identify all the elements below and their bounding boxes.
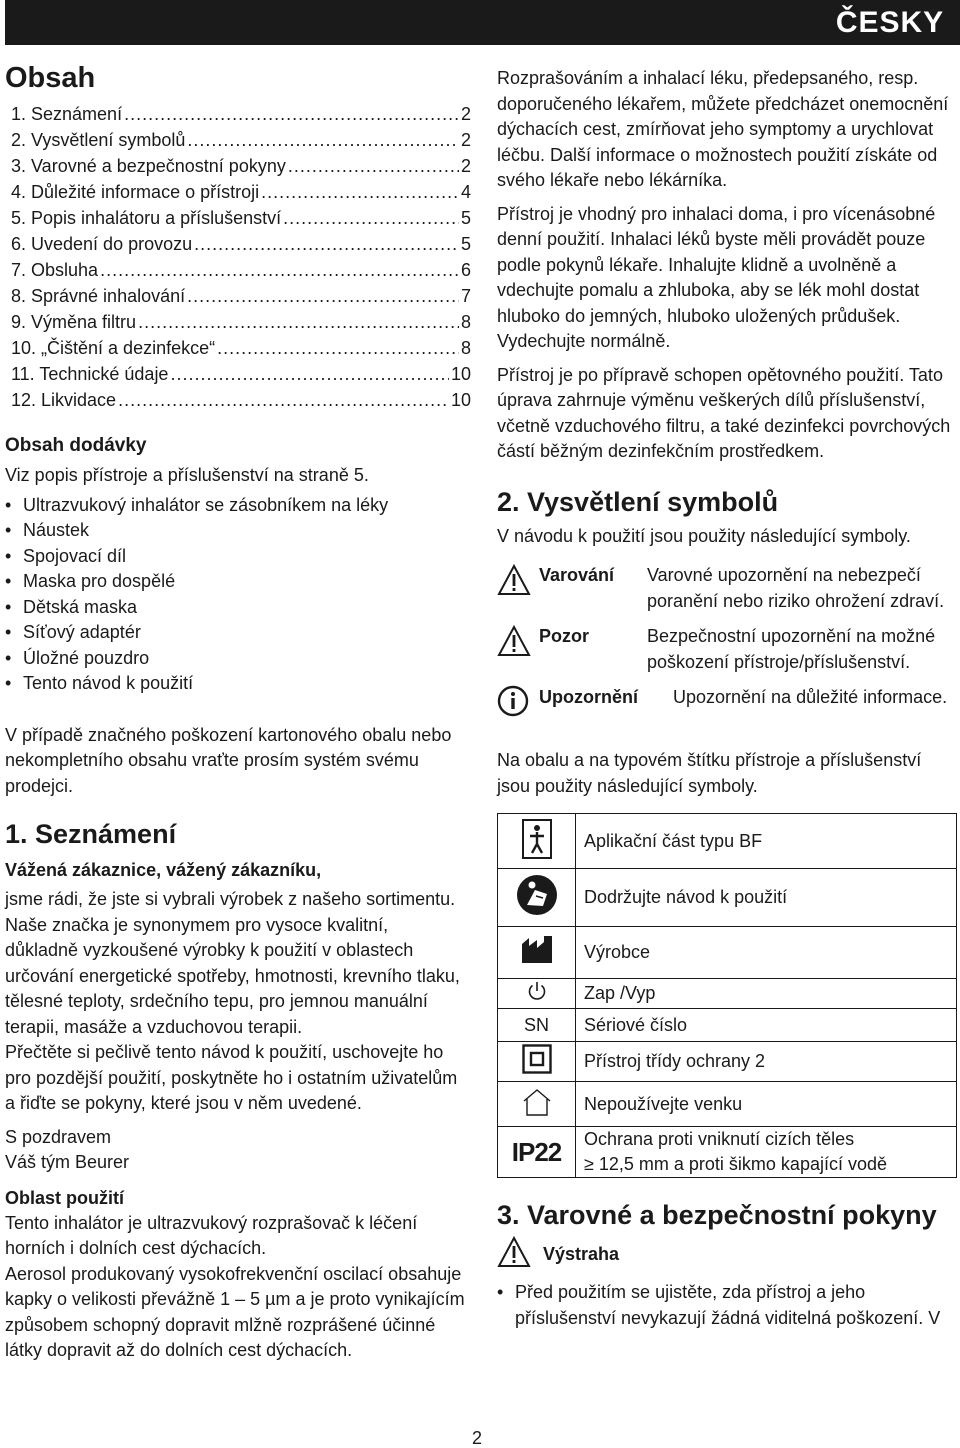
toc-item bbox=[5, 205, 471, 231]
delivery-intro: Viz popis přístroje a příslušenství na straně 5. bbox=[5, 465, 369, 485]
table-cell: Nepoužívejte venku bbox=[576, 1082, 957, 1127]
regards-line-2: Váš tým Beurer bbox=[5, 1152, 130, 1172]
warning-triangle-icon bbox=[497, 563, 539, 614]
toc-item bbox=[5, 231, 471, 257]
list-item-text: • Maska pro dospělé bbox=[23, 571, 176, 591]
toc-item-label: 3. Varovné a bezpečnostní pokyny bbox=[11, 156, 286, 176]
toc-item bbox=[5, 153, 471, 179]
toc-item bbox=[5, 309, 471, 335]
toc-leader bbox=[118, 387, 449, 413]
power-icon bbox=[498, 979, 576, 1009]
list-item bbox=[5, 544, 465, 570]
section3-list bbox=[497, 1280, 957, 1331]
toc-item bbox=[5, 257, 471, 283]
right-intro-3: Přístroj je po přípravě schopen opětovného použití. Tato úprava zahrnuje výměnu veškerých dílů příslušenství, včetně vzduchového filtru, a také dezinfekci povrchových částí běžným dezinfekčním prostředkem. bbox=[497, 364, 951, 461]
toc-item-label: 1. Seznámení bbox=[11, 104, 123, 124]
symbol-row-warning bbox=[497, 563, 957, 614]
toc-leader bbox=[261, 179, 459, 205]
symbol-desc: Upozornění na důležité informace. bbox=[673, 687, 948, 707]
regards-line-1: S pozdravem bbox=[5, 1126, 112, 1147]
intro-body-2: Přečtěte si pečlivě tento návod k použití, uschovejte ho pro pozdější použití, poskytněte ho i ostatním uživatelům a řiďte se pokyny, které jsou v něm uvedené. bbox=[5, 1042, 458, 1113]
toc-item-label: 2. Vysvětlení symbolů bbox=[11, 130, 186, 150]
symbol-desc: Bezpečnostní upozornění na možné poškození přístroje/příslušenství. bbox=[647, 626, 936, 672]
section2-intro: V návodu k použití jsou použity následující symboly. bbox=[497, 525, 911, 546]
table-row bbox=[498, 1009, 957, 1042]
toc-item-label: 10. „Čištění a dezinfekce“ bbox=[11, 338, 216, 358]
toc-item-page: 7 bbox=[460, 286, 471, 306]
language-label: ČESKY bbox=[835, 5, 945, 39]
ip-text-line-2: ≥ 12,5 mm a proti šikmo kapající vodě bbox=[584, 1154, 888, 1174]
toc-item bbox=[5, 387, 471, 413]
toc-leader bbox=[187, 283, 459, 309]
toc-leader bbox=[170, 361, 449, 387]
table-row bbox=[498, 814, 957, 869]
table-cell bbox=[576, 1127, 957, 1178]
toc-item-label: 11. Technické údaje bbox=[11, 364, 169, 384]
toc-leader bbox=[138, 309, 459, 335]
list-item-text: • Tento návod k použití bbox=[23, 673, 194, 693]
symbol-label: Pozor bbox=[539, 626, 590, 646]
toc-item-label: 7. Obsluha bbox=[11, 260, 99, 280]
symbol-row-caution bbox=[497, 624, 957, 675]
list-item-text: • Dětská maska bbox=[23, 596, 138, 617]
toc-item-label: 6. Uvedení do provozu bbox=[11, 234, 193, 254]
list-item bbox=[5, 671, 465, 697]
toc-item bbox=[5, 179, 471, 205]
toc-list bbox=[5, 101, 471, 413]
toc-leader bbox=[288, 153, 459, 179]
toc-item-page: 5 bbox=[460, 208, 471, 228]
delivery-list bbox=[5, 493, 465, 697]
toc-item bbox=[5, 101, 471, 127]
right-intro-2: Přístroj je vhodný pro inhalaci doma, i pro vícenásobné denní použití. Inhalaci léků byste měli provádět pouze podle pokynů lékaře. Inhalujte klidně a uvolněně a vdechujte pomalu a zhluboka, aby se lék mohl dostat hluboko do jemných, hluboko uložených průdušek. Vydechujte normálně. bbox=[497, 203, 936, 351]
bf-applied-part-icon bbox=[498, 814, 576, 869]
toc-item bbox=[5, 127, 471, 153]
toc-item-page: 10 bbox=[450, 390, 471, 410]
toc-leader bbox=[194, 231, 459, 257]
left-column bbox=[5, 62, 471, 1364]
page-number: 2 bbox=[472, 1428, 483, 1448]
serial-number-symbol: SN bbox=[498, 1009, 576, 1042]
list-item-text: • Spojovací díl bbox=[23, 545, 127, 566]
right-intro-1: Rozprašováním a inhalací léku, předepsaného, resp. doporučeného lékařem, můžete předcházet onemocnění dýchacích cest, zmírňovat jeho symptomy a urychlovat léčbu. Další informace o možnostech použití získáte od svého lékaře nebo lékárníka. bbox=[497, 68, 949, 190]
list-item bbox=[5, 518, 465, 544]
table-cell: Sériové číslo bbox=[576, 1009, 957, 1042]
table-cell: Přístroj třídy ochrany 2 bbox=[576, 1042, 957, 1082]
info-icon bbox=[497, 685, 539, 722]
toc-title: Obsah bbox=[5, 62, 96, 94]
toc-item-label: 9. Výměna filtru bbox=[11, 312, 137, 332]
class2-icon bbox=[498, 1042, 576, 1082]
table-cell: Dodržujte návod k použití bbox=[576, 869, 957, 927]
toc-item-page: 5 bbox=[460, 234, 471, 254]
toc-item-page: 4 bbox=[460, 182, 471, 202]
table-row bbox=[498, 1082, 957, 1127]
list-item bbox=[5, 620, 465, 646]
symbol-row-note bbox=[497, 685, 957, 722]
symbols-table bbox=[497, 813, 957, 1178]
toc-leader bbox=[100, 257, 459, 283]
toc-item-page: 10 bbox=[450, 364, 471, 384]
intro-body-1: jsme rádi, že jste si vybrali výrobek z našeho sortimentu. Naše značka je synonymem pro vysoce kvalitní, důkladně vyzkoušené výrobky k použití v oblastech určování energetické spotřeby, hmotnosti, krevního tlaku, tělesné teploty, srdečního tepu, pro jemnou manuální terapii, masáže a vzduchovou terapii. bbox=[5, 889, 460, 1037]
toc-leader bbox=[124, 101, 459, 127]
use-title: Oblast použití bbox=[5, 1187, 124, 1208]
indoor-only-icon bbox=[498, 1082, 576, 1127]
list-item-text: • Síťový adaptér bbox=[23, 622, 141, 642]
toc-item-page: 2 bbox=[460, 130, 471, 150]
ip-rating-symbol: IP22 bbox=[498, 1127, 576, 1178]
list-item bbox=[5, 493, 465, 519]
list-item bbox=[5, 569, 465, 595]
manufacturer-icon bbox=[498, 927, 576, 979]
table-row bbox=[498, 869, 957, 927]
toc-leader bbox=[283, 205, 459, 231]
table-row bbox=[498, 1042, 957, 1082]
section3-title: 3. Varovné a bezpečnostní pokyny bbox=[497, 1200, 937, 1230]
section1-title: 1. Seznámení bbox=[5, 819, 177, 849]
table-cell: Zap /Vyp bbox=[576, 979, 957, 1009]
warning-triangle-icon bbox=[497, 1235, 543, 1274]
table-row bbox=[498, 1127, 957, 1178]
list-item bbox=[5, 595, 465, 621]
language-header-bar bbox=[5, 0, 960, 45]
toc-item-label: 4. Důležité informace o přístroji bbox=[11, 182, 260, 202]
toc-item-page: 6 bbox=[460, 260, 471, 280]
list-item-text: • Ultrazvukový inhalátor se zásobníkem na léky bbox=[23, 494, 389, 515]
toc-item-page: 8 bbox=[460, 312, 471, 332]
toc-item bbox=[5, 283, 471, 309]
bullet-text: • Před použitím se ujistěte, zda přístroj a jeho příslušenství nevykazují žádná viditelná poškození. V bbox=[515, 1282, 941, 1328]
list-item-text: • Náustek bbox=[23, 520, 90, 540]
table-row bbox=[498, 979, 957, 1009]
table-cell: Aplikační část typu BF bbox=[576, 814, 957, 869]
list-item-text: • Úložné pouzdro bbox=[23, 647, 150, 668]
toc-item-label: 12. Likvidace bbox=[11, 390, 117, 410]
symbol-label: Varování bbox=[539, 565, 615, 585]
list-item bbox=[497, 1280, 957, 1331]
toc-item-label: 8. Správné inhalování bbox=[11, 286, 186, 306]
warning-heading bbox=[497, 1235, 957, 1274]
ip-text-line-1: Ochrana proti vniknutí cizích těles bbox=[584, 1129, 855, 1149]
toc-item bbox=[5, 335, 471, 361]
toc-leader bbox=[217, 335, 459, 361]
greeting: Vážená zákaznice, vážený zákazníku, bbox=[5, 860, 322, 880]
warning-label: Výstraha bbox=[543, 1243, 620, 1264]
table-row bbox=[498, 927, 957, 979]
use-body-1: Tento inhalátor je ultrazvukový rozprašovač k léčení horních i dolních cest dýchacích. bbox=[5, 1212, 418, 1258]
toc-item-page: 2 bbox=[460, 156, 471, 176]
toc-item-page: 2 bbox=[460, 104, 471, 124]
symbol-label: Upozornění bbox=[539, 687, 638, 707]
use-body-2: Aerosol produkovaný vysokofrekvenční oscilací obsahuje kapky o velikosti převážně 1 – 5 µm a je proto vynikajícím způsobem schopný dopravit mlžně rozprášené účinné látky dopravit až do dolních cest dýchacích. bbox=[5, 1263, 465, 1360]
list-item bbox=[5, 646, 465, 672]
symbol-desc: Varovné upozornění na nebezpečí poranění nebo riziko ohrožení zdraví. bbox=[647, 565, 945, 611]
section2-title: 2. Vysvětlení symbolů bbox=[497, 486, 779, 517]
delivery-note: V případě značného poškození kartonového obalu nebo nekompletního obsahu vraťte prosím systém svému prodejci. bbox=[5, 724, 452, 796]
toc-leader bbox=[187, 127, 459, 153]
read-manual-icon bbox=[498, 869, 576, 927]
delivery-title: Obsah dodávky bbox=[5, 435, 147, 456]
right-column bbox=[497, 66, 957, 1331]
warning-triangle-icon bbox=[497, 624, 539, 675]
toc-item-page: 8 bbox=[460, 338, 471, 358]
table-cell: Výrobce bbox=[576, 927, 957, 979]
toc-item-label: 5. Popis inhalátoru a příslušenství bbox=[11, 208, 282, 228]
table-intro: Na obalu a na typovém štítku přístroje a příslušenství jsou použity následující symboly. bbox=[497, 750, 922, 796]
toc-item bbox=[5, 361, 471, 387]
